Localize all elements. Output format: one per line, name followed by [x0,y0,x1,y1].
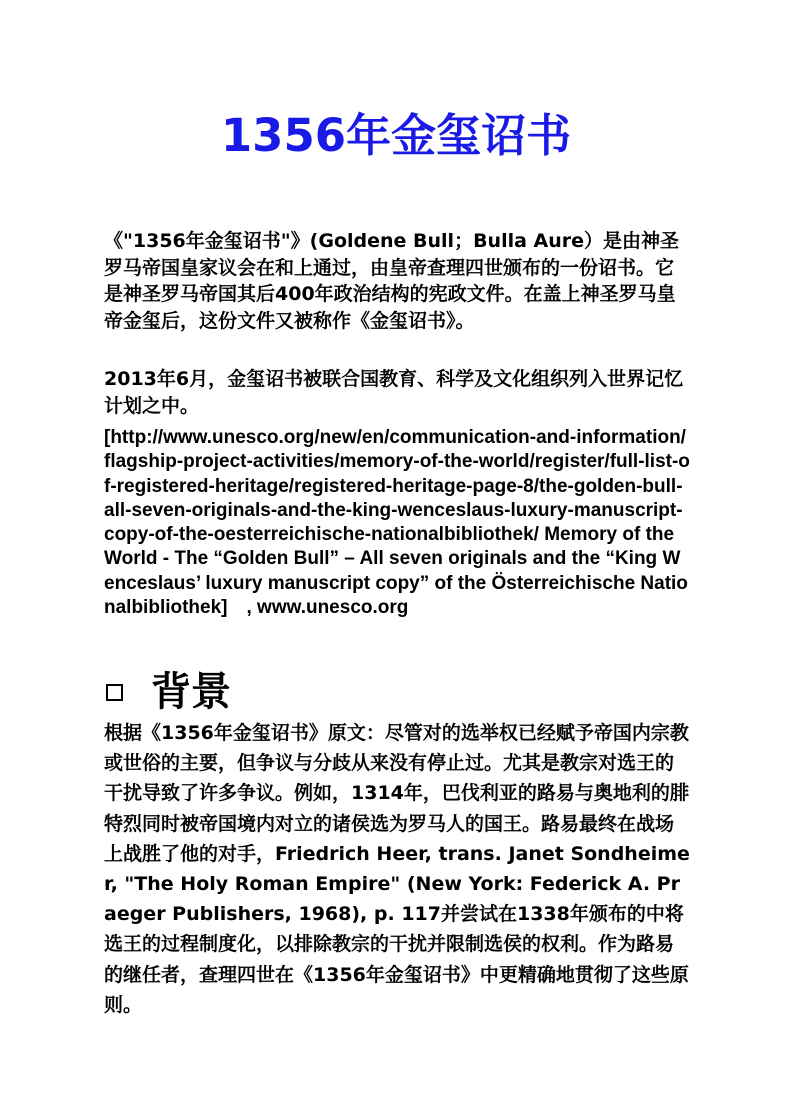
section-heading [104,664,231,720]
intro-paragraph: 《"1356年金玺诏书"》(Goldene Bull；Bulla Aure）是由神圣罗马帝国皇家议会在和上通过，由皇帝查理四世颁布的一份诏书。它是神圣罗马帝国其后400年政治结构的宪政文件。在盖上神圣罗马皇帝金玺后，这份文件又被称作《金玺诏书》。 [104,230,680,332]
section-heading-text: 背景 [151,669,231,715]
square-bullet-icon [106,684,123,701]
unesco-paragraph: 2013年6月，金玺诏书被联合国教育、科学及文化组织列入世界记忆计划之中。 [104,368,684,417]
document-title: 1356年金玺诏书 [220,109,572,162]
reference-paragraph: [http://www.unesco.org/new/en/communication-and-information/flagship-project-activities/memory-of-the-world/register/full-list-of-registered-heritage/registered-heritage-page-8/the-golden-bull-all-seven-originals-and-the-king-wenceslaus-luxury-manuscript-copy-of-the-oesterreichische-nationalbibliothek/ Memory of the World - The “Golden Bull” – All seven originals and the “King Wenceslaus’ luxury manuscript copy” of the Österreichische Nationalbibliothek] , www.unesco.org [104,427,690,619]
background-paragraph: 根据《1356年金玺诏书》原文：尽管对的选举权已经赋予帝国内宗教或世俗的主要，但争议与分歧从来没有停止过。尤其是教宗对选王的干扰导致了许多争议。例如，1314年，巴伐利亚的路易与奥地利的腓特烈同时被帝国境内对立的诸侯选为罗马人的国王。路易最终在战场上战胜了他的对手，Friedrich Heer, trans. Janet Sondheimer, "The Holy Roman Empire" (New York: Federick A. Praeger Publishers, 1968), p. 117并尝试在1338年颁布的中将选王的过程制度化，以排除教宗的干扰并限制选侯的权利。作为路易的继任者，查理四世在《1356年金玺诏书》中更精确地贯彻了这些原则。 [104,722,690,1016]
